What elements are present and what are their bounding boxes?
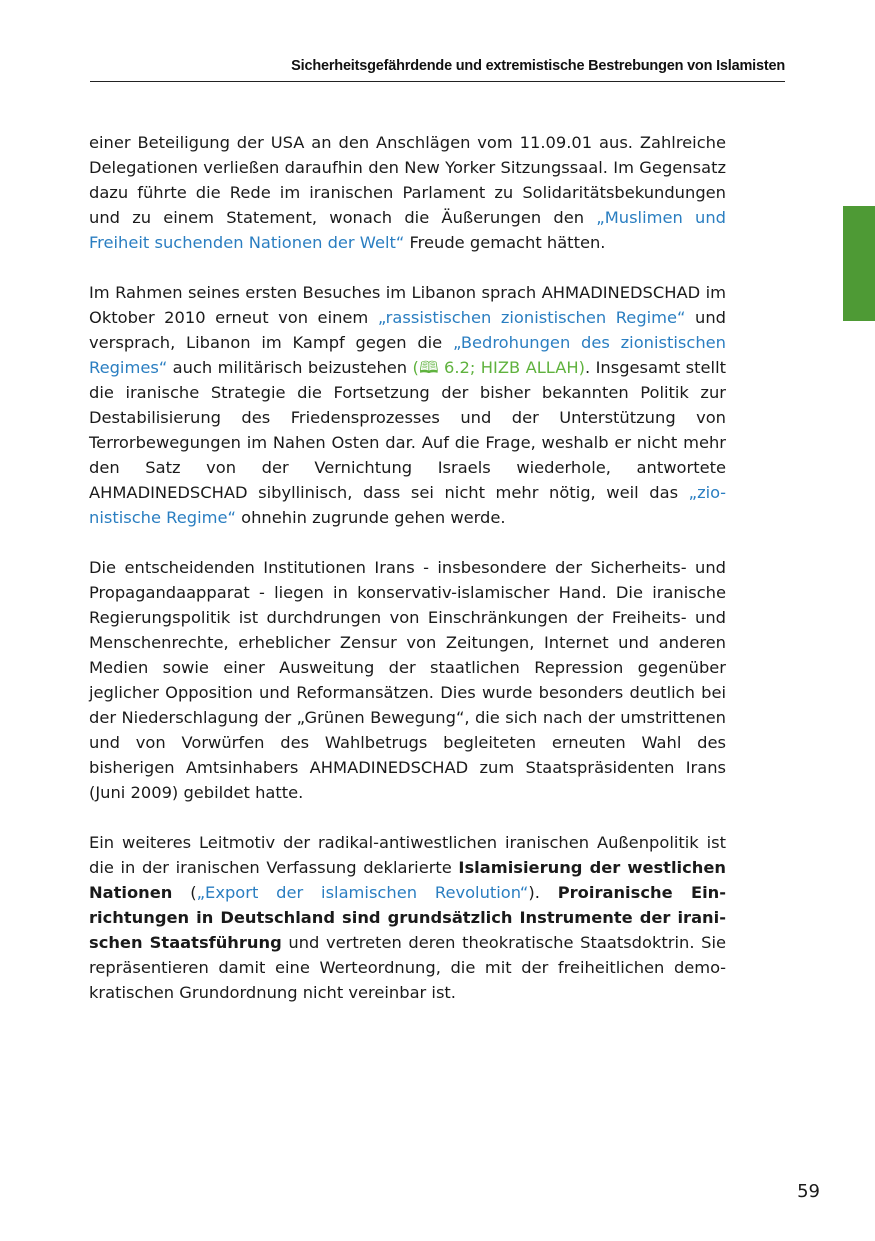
text-run: und versprach, Libanon im Kampf gegen die: [89, 308, 726, 352]
bold-islamisierung: Islamisierung der westlichen Nationen: [89, 858, 726, 902]
paragraph-4: [89, 830, 726, 1005]
bold-proiranische-einrichtungen: Proiranische Einrichtungen in Deutschland sind grundsätzlich Instrumente der iranischen Staatsführung: [89, 883, 727, 952]
cross-reference-link[interactable]: (🕮 6.2; HIZB ALLAH): [412, 358, 585, 377]
quote-export-revolution: „Export der islamischen Revolution“: [196, 883, 529, 902]
text-run: ).: [528, 883, 558, 902]
paragraph-2: [89, 280, 726, 530]
quote-zionistische-regime: „zionistische Regime“: [89, 483, 726, 527]
text-run: und vertreten deren theokratische Staatsdoktrin. Sie repräsentieren damit eine Werteordnung, die mit der freiheitlichen demokratischen Grundordnung nicht vereinbar ist.: [89, 933, 726, 1002]
chapter-side-tab: [843, 206, 875, 321]
text-run: . Insgesamt stellt die iranische Strategie die Fortsetzung der bisher bekannten Politik zur Destabilisierung des Friedensprozesses und der Unterstützung von Terrorbewegungen im Nahen Osten dar. Auf die Frage, weshalb er nicht mehr den Satz von der Vernichtung Israels wiederhole, antwortete AHMADINEDSCHAD sibyllinisch, dass sei nicht mehr nötig, weil das: [89, 358, 726, 502]
text-run: auch militärisch beizustehen: [167, 358, 413, 377]
quote-muslimen: „Muslimen und Freiheit suchenden Nationen der Welt“: [89, 208, 726, 252]
text-run: ohnehin zugrunde gehen werde.: [235, 508, 506, 527]
text-run: Ein weiteres Leitmotiv der radikal-antiwestlichen iranischen Außenpolitik ist die in der iranischen Verfassung deklarierte: [89, 833, 726, 877]
text-run: (: [172, 883, 197, 902]
quote-bedrohungen: „Bedrohungen des zionistischen Regimes“: [89, 333, 726, 377]
running-header-title: Sicherheitsgefährdende und extremistische Bestrebungen von Islamisten: [291, 58, 785, 74]
text-run: Im Rahmen seines ersten Besuches im Libanon sprach AHMADINEDSCHAD im Oktober 2010 erneut von einem: [89, 283, 726, 327]
paragraph-1: [89, 130, 726, 255]
quote-rassistischen-regime: „rassistischen zionistischen Regime“: [377, 308, 686, 327]
page-number: 59: [797, 1181, 820, 1202]
paragraph-3: [89, 555, 726, 805]
header-divider: [90, 81, 785, 82]
text-run: einer Beteiligung der USA an den Anschlägen vom 11.09.01 aus. Zahlreiche Delegationen verließen daraufhin den New Yorker Sitzungssaal. Im Gegensatz dazu führte die Rede im iranischen Parlament zu Solidaritätsbekundungen und zu einem Statement, wonach die Äußerungen den: [89, 133, 726, 227]
body-text: [89, 130, 726, 1030]
text-run: Die entscheidenden Institutionen Irans - insbesondere der Sicherheits- und Propagandaapparat - liegen in konservativ-islamischer Hand. Die iranische Regierungspolitik ist durchdrungen von Einschränkungen der Freiheits- und Menschenrechte, erheblicher Zensur von Zeitungen, Internet und anderen Medien sowie einer Ausweitung der staatlichen Repression gegenüber jeglicher Opposition und Reformansätzen. Dies wurde besonders deutlich bei der Niederschlagung der „Grünen Bewegung“, die sich nach der umstrittenen und von Vorwürfen des Wahlbetrugs begleiteten erneuten Wahl des bisherigen Amtsinhabers AHMADINEDSCHAD zum Staatspräsidenten Irans (Juni 2009) gebildet hatte.: [89, 558, 726, 802]
text-run: Freude gemacht hätten.: [404, 233, 606, 252]
